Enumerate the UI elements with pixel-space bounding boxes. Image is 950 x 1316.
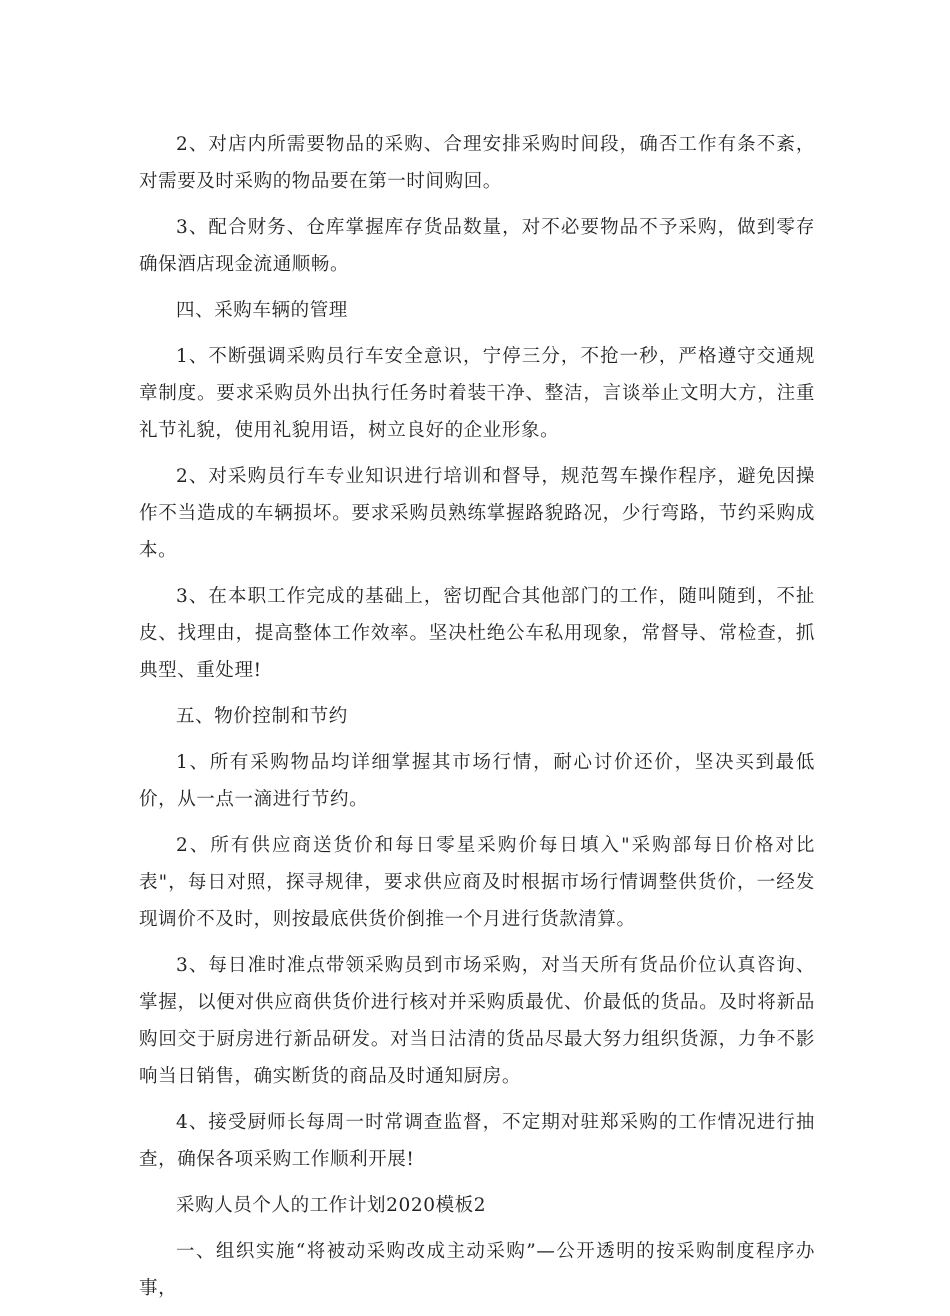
paragraph-driver-training: 2、对采购员行车专业知识进行培训和督导，规范驾车操作程序，避免因操作不当造成的车辆损坏。要求采购员熟练掌握路貌路况，少行弯路，节约采购成本。 [139,466,815,561]
paragraph-driving-safety: 1、不断强调采购员行车安全意识，宁停三分，不抢一秒，严格遵守交通规章制度。要求采购员外出执行任务时着装干净、整洁，言谈举止文明大方，注重礼节礼貌，使用礼貌用语，树立良好的企业形象。 [139,346,815,441]
paragraph-department-cooperation: 3、在本职工作完成的基础上，密切配合其他部门的工作，随叫随到，不扯皮、找理由，提高整体工作效率。坚决杜绝公车私用现象，常督导、常检查，抓典型、重处理! [139,586,815,681]
paragraph-chef-supervision: 4、接受厨师长每周一时常调查监督，不定期对驻郑采购的工作情况进行抽查，确保各项采购工作顺利开展! [139,1112,815,1170]
paragraph-price-comparison: 2、所有供应商送货价和每日零星采购价每日填入"采购部每日价格对比表"，每日对照，探寻规律，要求供应商及时根据市场行情调整供货价，一经发现调价不及时，则按最底供货价倒推一个月进行货款清算。 [139,835,815,930]
paragraph-daily-market-purchasing: 3、每日准时准点带领采购员到市场采购，对当天所有货品价位认真咨询、掌握，以便对供应商供货价进行核对并采购质最优、价最低的货品。及时将新品购回交于厨房进行新品研发。对当日沽清的货品尽最大努力组织货源，力争不影响当日销售，确实断货的商品及时通知厨房。 [139,955,815,1087]
paragraph-market-prices: 1、所有采购物品均详细掌握其市场行情，耐心讨价还价，坚决买到最低价，从一点一滴进行节约。 [139,752,815,810]
document-body [139,126,815,1316]
template-title: 采购人员个人的工作计划2020模板2 [176,1195,487,1216]
paragraph-purchasing-schedule: 2、对店内所需要物品的采购、合理安排采购时间段，确否工作有条不紊，对需要及时采购的物品要在第一时间购回。 [139,134,815,192]
section-heading-price-control: 五、物价控制和节约 [176,706,348,727]
section-heading-vehicle-management: 四、采购车辆的管理 [176,300,348,321]
paragraph-active-purchasing: 一、组织实施“将被动采购改成主动采购”—公开透明的按采购制度程序办事， [139,1241,815,1299]
paragraph-inventory-coordination: 3、配合财务、仓库掌握库存货品数量，对不必要物品不予采购，做到零存确保酒店现金流通顺畅。 [139,217,815,275]
